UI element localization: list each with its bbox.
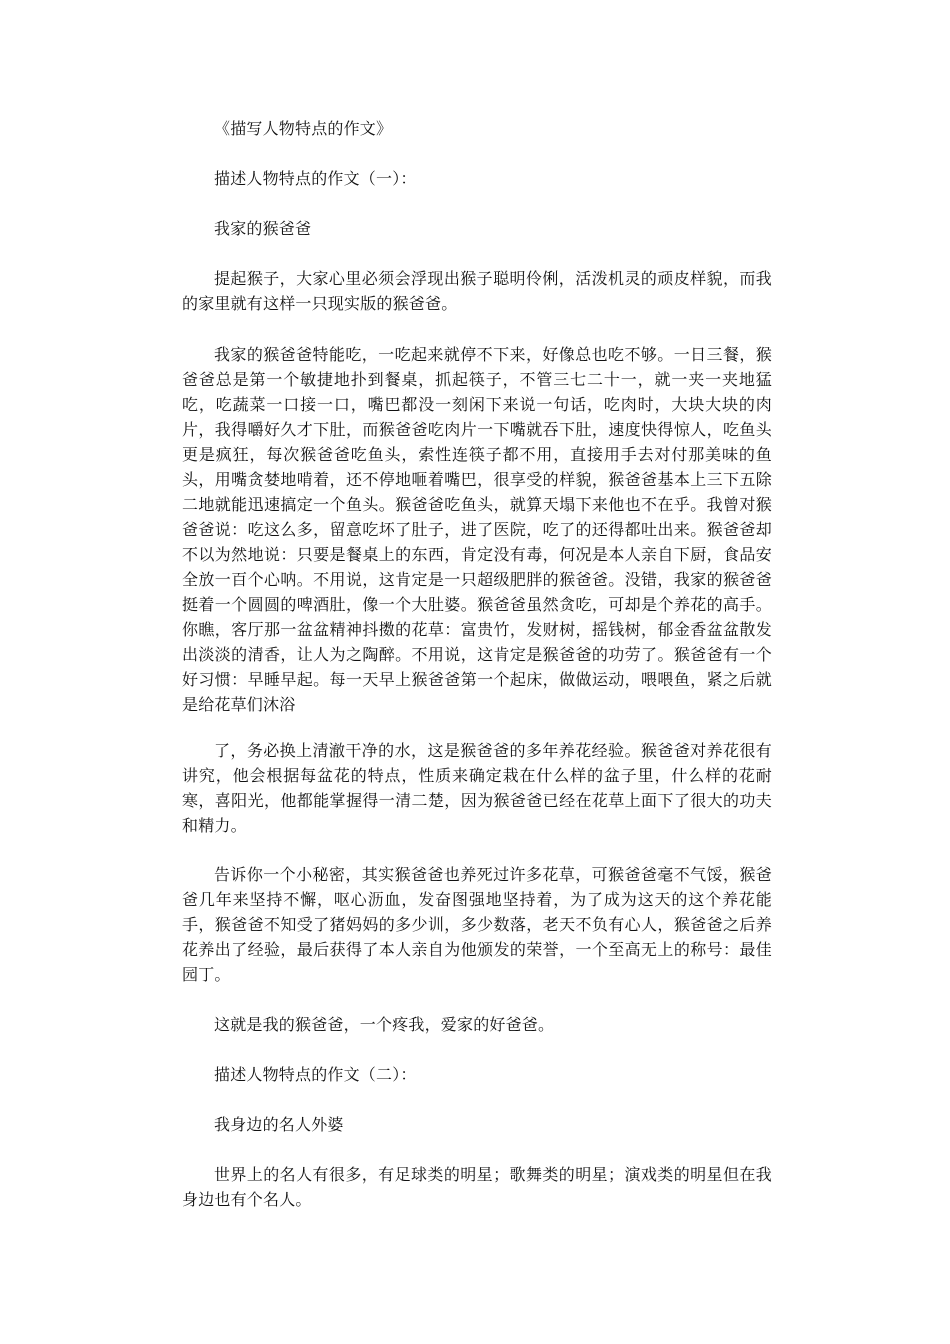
paragraph: 我家的猴爸爸特能吃，一吃起来就停不下来，好像总也吃不够。一日三餐，猴爸爸总是第一个敏捷地扑到餐桌，抓起筷子，不管三七二十一，就一夹一夹地猛吃，吃蔬菜一口接一口，嘴巴都没一刻闲下来说一句话，吃肉时，大块大块的肉片，我得嚼好久才下肚，而猴爸爸吃肉片一下嘴就吞下肚，速度快得惊人，吃鱼头更是疯狂，每次猴爸爸吃鱼头，索性连筷子都不用，直接用手去对付那美味的鱼头，用嘴贪婪地啃着，还不停地咂着嘴巴，很享受的样貌，猴爸爸基本上三下五除二地就能迅速搞定一个鱼头。猴爸爸吃鱼头，就算天塌下来他也不在乎。我曾对猴爸爸说：吃这么多，留意吃坏了肚子，进了医院，吃了的还得都吐出来。猴爸爸却不以为然地说：只要是餐桌上的东西，肯定没有毒，何况是本人亲自下厨，食品安全放一百个心呐。不用说，这肯定是一只超级肥胖的猴爸爸。没错，我家的猴爸爸挺着一个圆圆的啤酒肚，像一个大肚婆。猴爸爸虽然贪吃，可却是个养花的高手。你瞧，客厅那一盆盆精神抖擞的花草：富贵竹，发财树，摇钱树，郁金香盆盆散发出淡淡的清香，让人为之陶醉。不用说，这肯定是猴爸爸的功劳了。猴爸爸有一个好习惯：早睡早起。每一天早上猴爸爸第一个起床，做做运动，喂喂鱼，紧之后就是给花草们沐浴 xyxy=(182,345,772,714)
essay-title-1: 我家的猴爸爸 xyxy=(214,219,312,238)
section-heading-1: 描述人物特点的作文（一）： xyxy=(214,169,417,188)
paragraph: 了，务必换上清澈干净的水，这是猴爸爸的多年养花经验。猴爸爸对养花很有讲究，他会根据每盆花的特点，性质来确定栽在什么样的盆子里，什么样的花耐寒，喜阳光，他都能掌握得一清二楚，因为猴爸爸已经在花草上面下了很大的功夫和精力。 xyxy=(182,741,772,835)
paragraph: 提起猴子，大家心里必须会浮现出猴子聪明伶俐，活泼机灵的顽皮样貌，而我的家里就有这样一只现实版的猴爸爸。 xyxy=(182,269,772,313)
paragraph: 这就是我的猴爸爸，一个疼我，爱家的好爸爸。 xyxy=(214,1015,555,1034)
essay-title-2: 我身边的名人外婆 xyxy=(214,1115,344,1134)
document-title: 《描写人物特点的作文》 xyxy=(214,119,393,138)
paragraph: 世界上的名人有很多，有足球类的明星；歌舞类的明星；演戏类的明星但在我身边也有个名人。 xyxy=(182,1165,772,1209)
section-heading-2: 描述人物特点的作文（二）： xyxy=(214,1065,417,1084)
paragraph: 告诉你一个小秘密，其实猴爸爸也养死过许多花草，可猴爸爸毫不气馁，猴爸爸几年来坚持不懈，呕心沥血，发奋图强地坚持着，为了成为这天的这个养花能手，猴爸爸不知受了猪妈妈的多少训，多少数落，老天不负有心人，猴爸爸之后养花养出了经验，最后获得了本人亲自为他颁发的荣誉，一个至高无上的称号：最佳园丁。 xyxy=(182,865,772,984)
